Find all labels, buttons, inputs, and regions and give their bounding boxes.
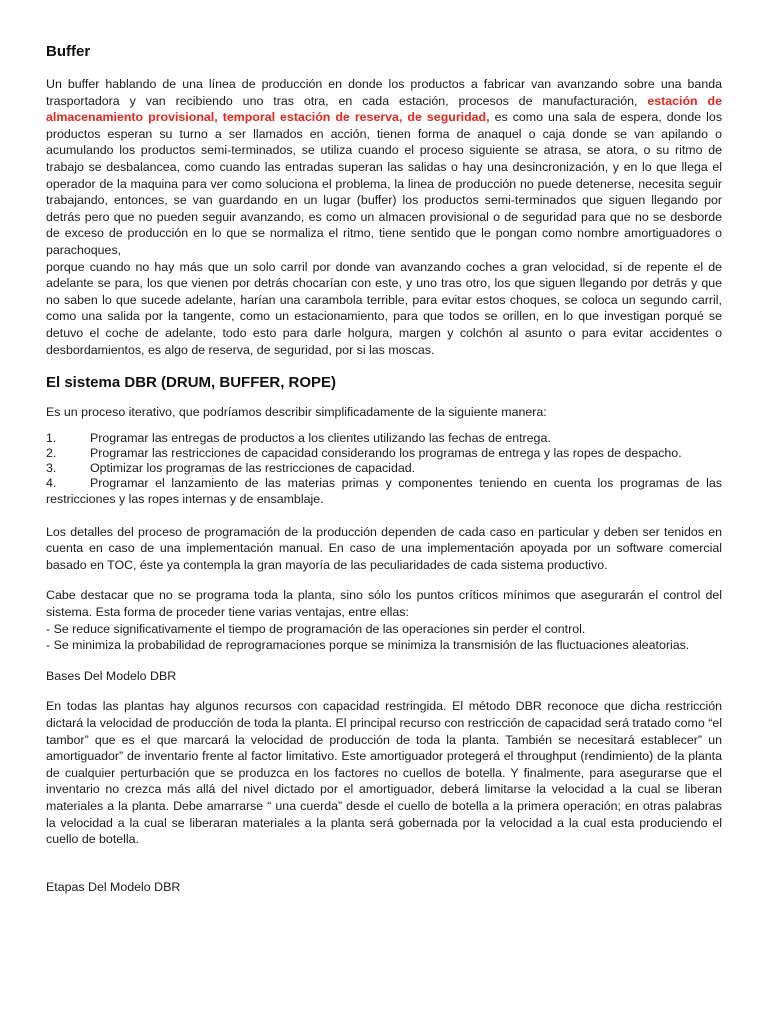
advantage-1: - Se reduce significativamente el tiempo de programación de las operaciones sin perder el control. [46,621,586,636]
list-item [46,461,722,476]
buffer-paragraph-2: porque cuando no hay más que un solo carril por donde van avanzando coches a gran velocidad, si de repente el de adelante se para, los que vienen por detrás chocarían con este, y uno tras otro, los que siguen llegando por detrás y que no saben lo que sucede adelante, harían una carambola terrible, para evitar estos choques, se coloca un segundo carril, como una salida por la tangente, como un estacionamiento, para que todos se orillen, en lo que investigan porqué se detuvo el coche de adelante, todo esto para darle holgura, margen y colchón al asunto o para evitar accidentes o desbordamientos, es algo de reserva, de seguridad, por si las moscas. [46,259,722,357]
step-number: 1. [46,430,57,445]
bases-paragraph: En todas las plantas hay algunos recursos con capacidad restringida. El método DBR reconoce que dicha restricción dictará la velocidad de producción de toda la planta. El principal recurso con restricción de capacidad será tratado como “el tambor” que es el que marcará la velocidad de producción de toda la planta. También se necesitará establecer” un amortiguador” de inventario frente al factor limitativo. Este amortiguador protegerá el throughput (rendimiento) de la planta de cualquier perturbación que se produzca en los factores no cuellos de botella. Y finalmente, para asegurarse que el inventario no crezca más allá del nivel dictado por el amortiguador, deberá limitarse la velocidad a la cual se liberan materiales a la planta. Debe amarrarse “ una cuerda” desde el cuello de botella a la primera operación; en otras palabras la velocidad a la cual se liberaran materiales a la planta será gobernada por la velocidad a la cual esta produciendo el cuello de botella. [46,699,722,847]
etapas-heading: Etapas Del Modelo DBR [46,879,181,894]
step-text: Programar las restricciones de capacidad considerando los programas de entrega y las ropes de despacho. [90,445,682,460]
buffer-p1-text-b: es como una sala de espera, donde los productos esperan su turno a ser llamados en acción, tienen forma de anaquel o caja donde se van apilando o acumulando los productos semi-terminados, se utiliza cuando el proceso siguiente se atrasa, se atora, o su ritmo de trabajo se desbalancea, como cuando las entradas superan las salidas o hay una desincronización, y en lo que llega el operador de la maquina para ver como soluciona el problema, la linea de producción no puede detenerse, necesita seguir trabajando, entonces, se van guardando en un lugar (buffer) los productos semi-terminados que siguen llegando por detrás pero que no pueden seguir avanzando, es como un almacen provisional o de seguridad para que no se desborde de exceso de producción en lo que se normaliza el ritmo, tiene sentido que le pongan como nombre amortiguadores o parachoques, [46,110,723,257]
step-text: Programar el lanzamiento de las materias primas y componentes teniendo en cuenta los programas de las restricciones y las ropes internas y de ensamblaje. [46,476,722,506]
bases-heading: Bases Del Modelo DBR [46,668,177,683]
step-text: Programar las entregas de productos a los clientes utilizando las fechas de entrega. [90,430,551,445]
advantage-2: - Se minimiza la probabilidad de reprogramaciones porque se minimiza la transmisión de las fluctuaciones aleatorias. [46,638,690,653]
step-text: Optimizar los programas de las restricciones de capacidad. [90,461,416,476]
dbr-heading: El sistema DBR (DRUM, BUFFER, ROPE) [46,374,337,392]
step-number: 3. [46,461,57,476]
dbr-intro: Es un proceso iterativo, que podríamos describir simplificadamente de la siguiente manera: [46,405,547,420]
buffer-paragraph-1 [46,76,722,259]
step-number: 4. [46,476,57,491]
buffer-p1-highlight: estación de almacenamiento provisional, temporal estación de reserva, de seguridad, [46,93,722,125]
details-paragraph: Los detalles del proceso de programación de la producción dependen de cada caso en particular y deben ser tenidos en cuenta en caso de una implementación manual. En caso de una implementación apoyada por un software comercial basado en TOC, éste ya contempla la gran mayoría de las peculiaridades de cada sistema productivo. [46,524,722,572]
list-item [46,476,722,506]
advantages-paragraph: Cabe destacar que no se programa toda la planta, sino sólo los puntos críticos mínimos que asegurarán el control del sistema. Esta forma de proceder tiene varias ventajas, entre ellas: [46,588,722,620]
list-item [46,431,722,446]
step-number: 2. [46,445,57,460]
dbr-steps-list [46,431,722,507]
buffer-heading: Buffer [46,43,91,60]
buffer-p1-text-a: Un buffer hablando de una línea de producción en donde los productos a fabricar van avanzando sobre una banda trasportadora y van recibiendo uno tras otra, en cada estación, procesos de manufacturación, [46,77,722,108]
list-item [46,446,722,461]
